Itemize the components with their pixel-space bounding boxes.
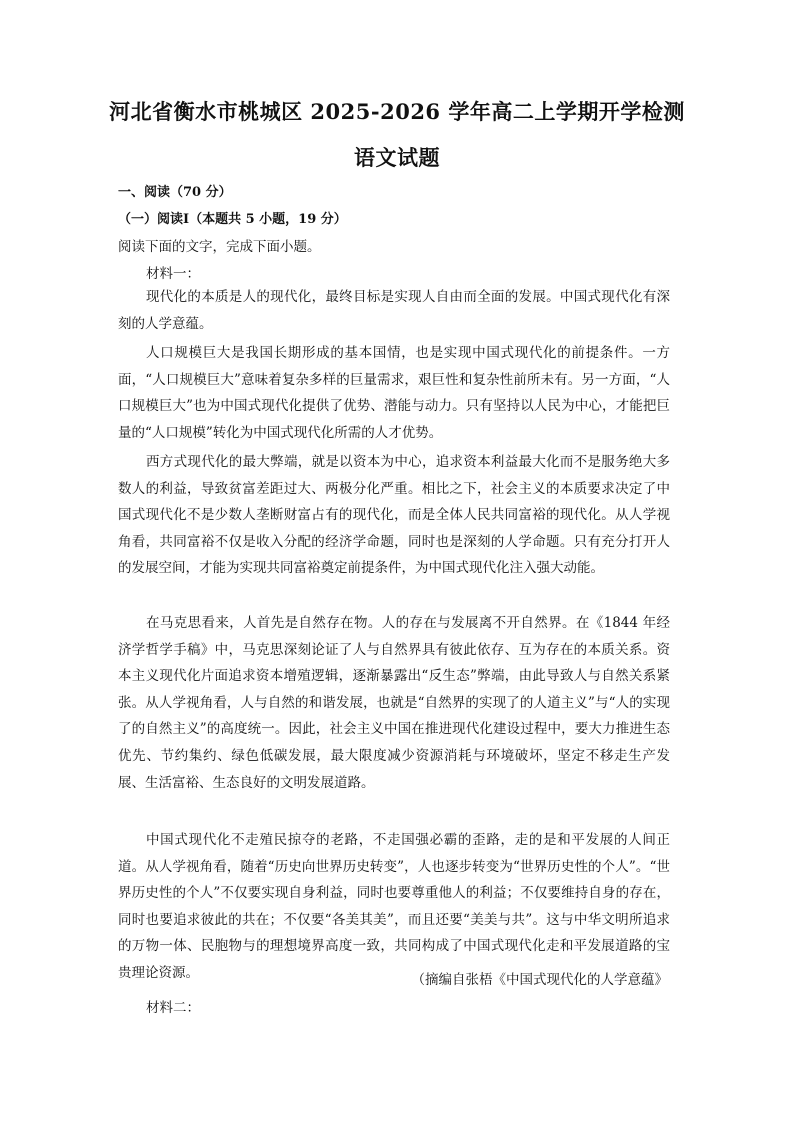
reading-instruction: 阅读下面的文字，完成下面小题。 (118, 239, 321, 255)
subsection-heading: （一）阅读Ⅰ（本题共 5 小题，19 分） (118, 212, 347, 227)
paragraph: 现代化的本质是人的现代化，最终目标是实现人自由而全面的发展。中国式现代化有深刻的人学意蕴。 (118, 289, 670, 332)
document-subtitle: 语文试题 (354, 145, 440, 170)
material-2-label: 材料二： (146, 1000, 200, 1016)
section-heading: 一、阅读（70 分） (118, 185, 232, 200)
source-citation: （摘编自张梧《中国式现代化的人学意蕴》 (411, 972, 668, 988)
paragraph: 中国式现代化不走殖民掠夺的老路，不走国强必霸的歪路，走的是和平发展的人间正道。从人学视角看，随着“历史向世界历史转变”，人也逐步转变为“世界历史性的个人”。“世界历史性的个人”不仅要实现自身利益，同时也要尊重他人的利益；不仅要维持自身的存在，同时也要追求彼此的共在；不仅要“各美其美”，而且还要“美美与共”。这与中华文明所追求的万物一体、民胞物与的理想境界高度一致，共同构成了中国式现代化走和平发展道路的宝贵理论资源。 (118, 832, 670, 981)
paragraph: 在马克思看来，人首先是自然存在物。人的存在与发展离不开自然界。在《1844 年经济学哲学手稿》中，马克思深刻论证了人与自然界具有彼此依存、互为存在的本质关系。资本主义现代化片面追求资本增殖逻辑，逐渐暴露出“反生态”弊端，由此导致人与自然关系紧张。从人学视角看，人与自然的和谐发展，也就是“自然界的实现了的人道主义”与“人的实现了的自然主义”的高度统一。因此，社会主义中国在推进现代化建设过程中，要大力推进生态优先、节约集约、绿色低碳发展，最大限度减少资源消耗与环境破坏，坚定不移走生产发展、生活富裕、生态良好的文明发展道路。 (118, 615, 670, 791)
paragraph: 西方式现代化的最大弊端，就是以资本为中心，追求资本利益最大化而不是服务绝大多数人的利益，导致贫富差距过大、两极分化严重。相比之下，社会主义的本质要求决定了中国式现代化不是少数人垄断财富占有的现代化，而是全体人民共同富裕的现代化。从人学视角看，共同富裕不仅是收入分配的经济学命题，同时也是深刻的人学命题。只有充分打开人的发展空间，才能为实现共同富裕奠定前提条件，为中国式现代化注入强大动能。 (118, 454, 670, 577)
paragraph: 人口规模巨大是我国长期形成的基本国情，也是实现中国式现代化的前提条件。一方面，“人口规模巨大”意味着复杂多样的巨量需求，艰巨性和复杂性前所未有。另一方面，“人口规模巨大”也为中国式现代化提供了优势、潜能与动力。只有坚持以人民为中心，才能把巨量的“人口规模”转化为中国式现代化所需的人才优势。 (118, 345, 670, 441)
material-1-label: 材料一： (146, 266, 200, 282)
document-title: 河北省衡水市桃城区 2025-2026 学年高二上学期开学检测 (109, 99, 685, 124)
